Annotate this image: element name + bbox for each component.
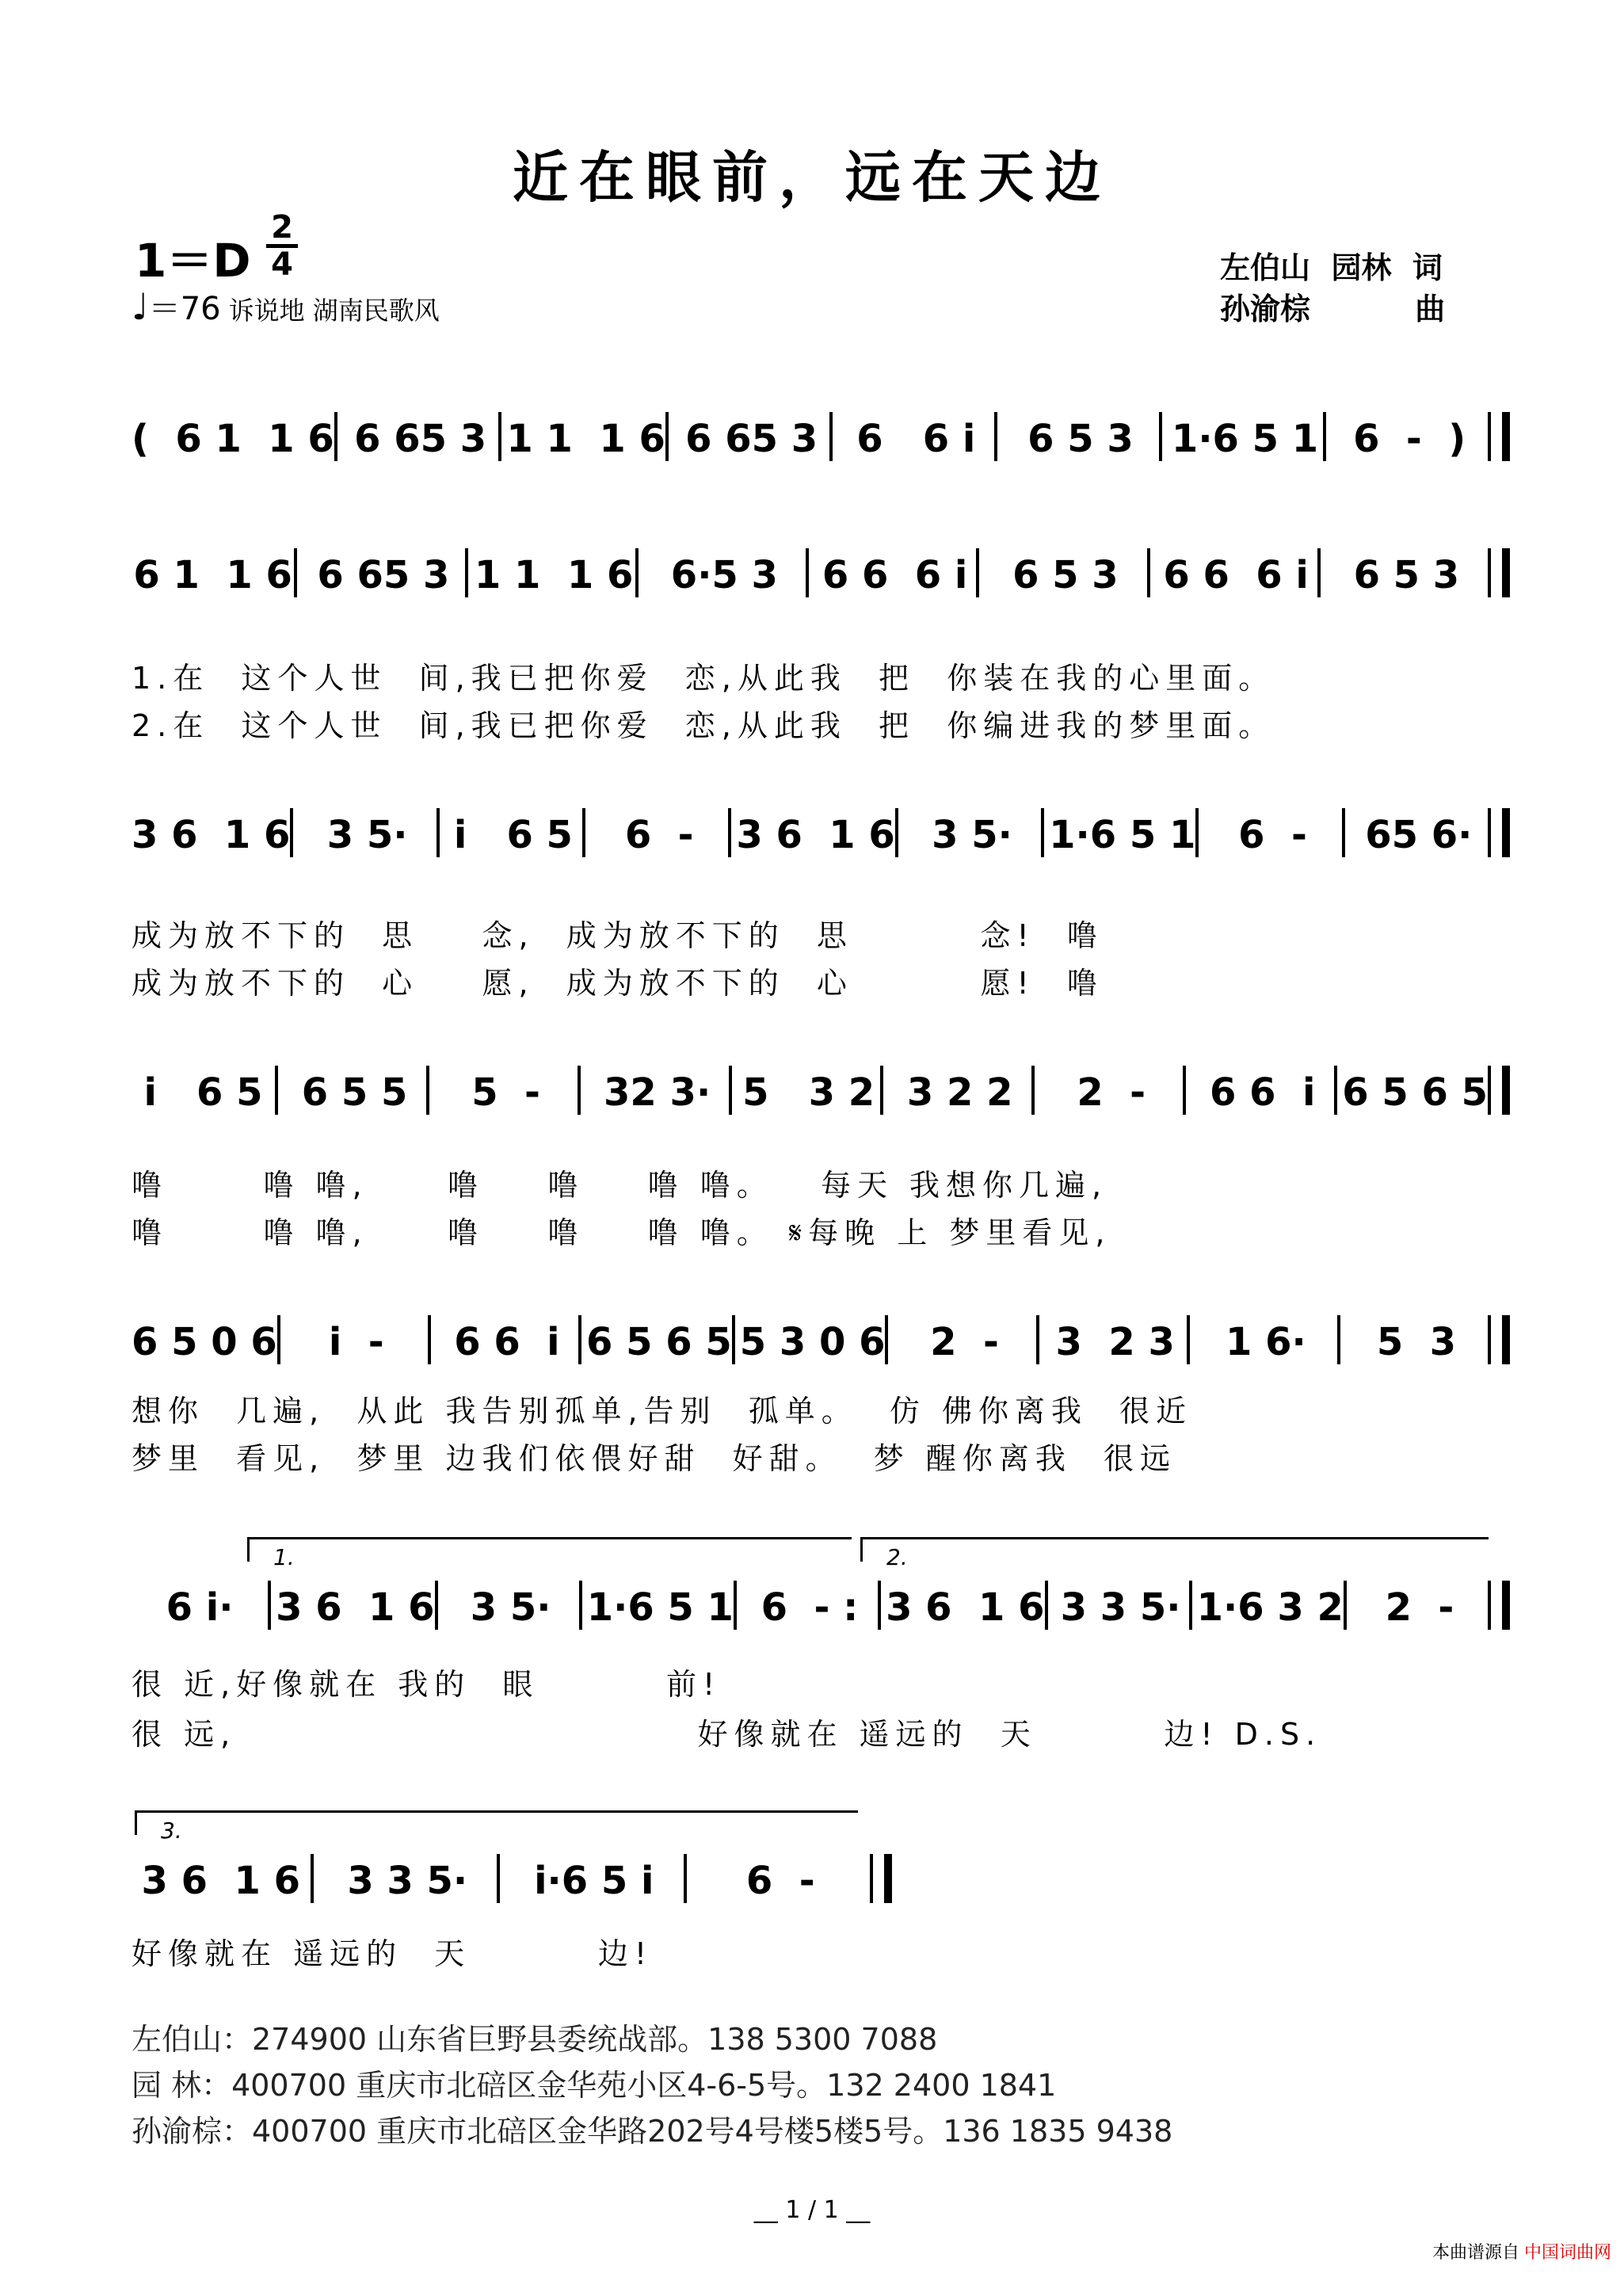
barline	[1488, 1315, 1510, 1364]
score-line-6	[132, 1854, 892, 1903]
lyric-row5-v1: 很 近,好像就在 我的 眼 前!	[132, 1667, 722, 1702]
lyric-row4-v2: 梦里 看见, 梦里 边我们依偎好甜 好甜。 梦 醒你离我 很远	[132, 1441, 1177, 1476]
barline	[465, 548, 473, 597]
barline	[829, 412, 837, 461]
key-signature: 1＝D	[135, 234, 251, 288]
barline	[334, 412, 342, 461]
volta-1: 1.	[247, 1537, 852, 1562]
barline	[684, 1854, 692, 1903]
barline	[1488, 1581, 1510, 1630]
barline	[1344, 1581, 1351, 1630]
lyric-row1-v1: 1.在 这个人世 间,我已把你爱 恋,从此我 把 你装在我的心里面。	[132, 661, 1275, 696]
intro-line	[132, 412, 1510, 461]
barline	[729, 1066, 737, 1115]
lyric-row3-v2: 噜 噜 噜, 噜 噜 噜 噜。 𝄋每晚 上 梦里看见,	[132, 1215, 1111, 1250]
score-line-4	[132, 1315, 1510, 1364]
measure: 1·6 3 2	[1196, 1585, 1344, 1630]
score-line-2	[132, 808, 1510, 857]
barline	[1323, 412, 1331, 461]
measure: 6 6 6 i	[822, 553, 968, 597]
volta-3: 3.	[135, 1810, 858, 1835]
measure: i 6 5	[453, 813, 573, 857]
measure: 32 3·	[604, 1070, 711, 1115]
score-line-3	[132, 1066, 1510, 1115]
measure: 5 -	[471, 1070, 540, 1115]
contact-line: 园 林：400700 重庆市北碚区金华苑小区4-6-5号。132 2400 1841	[132, 2068, 1057, 2103]
contact-info	[132, 2016, 1172, 2154]
lyric-row6: 好像就在 遥远的 天 边!	[132, 1936, 654, 1971]
measure: 3 6 1 6	[141, 1859, 300, 1903]
lyric-row5-v2: 很 远, 好像就在 遥远的 天 边! D.S.	[132, 1717, 1322, 1752]
measure: 3 2 2	[906, 1070, 1013, 1115]
barline	[976, 548, 984, 597]
measure: 5 3 2	[742, 1070, 875, 1115]
barline	[1031, 1066, 1039, 1115]
barline	[1488, 808, 1510, 857]
contact-line: 孙渝棕：400700 重庆市北碚区金华路202号4号楼5楼5号。136 1835 9438	[132, 2114, 1173, 2149]
measure: 3 3 5·	[347, 1859, 468, 1903]
measure: 1·6 5 1	[586, 1585, 734, 1630]
barline	[277, 1315, 285, 1364]
barline	[1147, 548, 1155, 597]
barline	[426, 1066, 434, 1115]
barline	[1317, 548, 1325, 597]
measure: 2 -	[1077, 1070, 1146, 1115]
tempo-value: ＝76	[148, 291, 221, 327]
barline	[1041, 808, 1049, 857]
meter-denominator: 4	[271, 246, 293, 283]
tempo-style: 诉说地 湖南民歌风	[228, 296, 440, 326]
measure: 5 3	[1376, 1320, 1457, 1364]
measure: 3 2 3	[1055, 1320, 1175, 1364]
measure: 6 6 i	[454, 1320, 560, 1364]
measure: 1 1 1 6	[474, 553, 634, 597]
measure: 6 -	[745, 1859, 815, 1903]
song-title: 近在眼前，远在天边	[513, 144, 1111, 210]
barline	[885, 1315, 893, 1364]
barline	[728, 808, 736, 857]
measure: 6 6 i	[1210, 1070, 1316, 1115]
barline	[578, 1315, 586, 1364]
measure: 3 6 1 6	[132, 813, 291, 857]
barline	[436, 808, 444, 857]
measure: 6 65 3	[317, 553, 450, 597]
measure: 6 -	[624, 813, 694, 857]
measure: 3 5·	[326, 813, 408, 857]
measure: 3 6 1 6	[736, 813, 895, 857]
barline	[1334, 1066, 1342, 1115]
measure: 3 5·	[470, 1585, 551, 1630]
barline	[428, 1315, 436, 1364]
barline	[895, 808, 903, 857]
measure: 2 -	[1385, 1585, 1454, 1630]
measure: 6 65 3	[685, 417, 818, 461]
volta-2: 2.	[860, 1537, 1489, 1562]
measure: 6 5 6 5	[586, 1320, 732, 1364]
tempo-marking	[132, 284, 440, 329]
barline	[1045, 1581, 1053, 1630]
barline	[582, 808, 590, 857]
measure: 6 1 1 6	[133, 553, 292, 597]
barline	[878, 1581, 886, 1630]
barline	[311, 1854, 318, 1903]
barline	[732, 1315, 740, 1364]
barline	[1195, 808, 1203, 857]
page-number: __ 1 / 1 __	[753, 2196, 871, 2224]
barline	[290, 808, 298, 857]
measure: 3 6 1 6	[276, 1585, 435, 1630]
measure: 6 65 3	[354, 417, 487, 461]
barline	[498, 412, 506, 461]
measure: 6 6 6 i	[1163, 553, 1309, 597]
barline	[435, 1581, 443, 1630]
measure: 1·6 5 1	[1049, 813, 1196, 857]
measure: 6 5 3	[1027, 417, 1134, 461]
measure: 6 5 6 5	[1342, 1070, 1488, 1115]
lyric-row4-v1: 想你 几遍, 从此 我告别孤单,告别 孤单。 仿 佛你离我 很近	[132, 1394, 1193, 1428]
barline	[870, 1854, 892, 1903]
lyric-row3-v1: 噜 噜 噜, 噜 噜 噜 噜。 每天 我想你几遍,	[132, 1168, 1108, 1203]
score-line-5	[132, 1581, 1510, 1630]
credits	[1220, 247, 1445, 330]
barline	[665, 412, 673, 461]
barline	[578, 1066, 585, 1115]
measure: 5 3 0 6	[739, 1320, 886, 1364]
barline	[275, 1066, 283, 1115]
barline	[1036, 1315, 1044, 1364]
barline	[1189, 1581, 1197, 1630]
measure: ( 6 1 1 6	[132, 417, 334, 461]
measure: 3 5·	[932, 813, 1012, 857]
barline	[1183, 1066, 1191, 1115]
lyric-row2-v2: 成为放不下的 心 愿, 成为放不下的 心 愿! 噜	[132, 966, 1104, 1001]
time-signature	[266, 209, 298, 283]
meter-numerator: 2	[271, 209, 293, 246]
measure: 6 - )	[1353, 417, 1466, 461]
lyric-row1-v2: 2.在 这个人世 间,我已把你爱 恋,从此我 把 你编进我的梦里面。	[132, 708, 1275, 743]
measure: 6 - :	[761, 1585, 859, 1630]
barline	[806, 548, 814, 597]
measure: 3 3 5·	[1060, 1585, 1181, 1630]
measure: i·6 5 i	[534, 1859, 654, 1903]
barline	[635, 548, 643, 597]
measure: 6 6 i	[856, 417, 976, 461]
barline	[734, 1581, 741, 1630]
measure: 2 -	[930, 1320, 999, 1364]
barline	[1187, 1315, 1195, 1364]
barline	[994, 412, 1002, 461]
lyricist-credit: 左伯山 园林 词	[1220, 250, 1443, 285]
barline	[1488, 412, 1510, 461]
barline	[1488, 548, 1510, 597]
barline	[497, 1854, 505, 1903]
measure: 1 6·	[1225, 1320, 1306, 1364]
measure: 3 6 1 6	[886, 1585, 1045, 1630]
measure: 1 1 1 6	[506, 417, 665, 461]
measure: 6 5 3	[1353, 553, 1460, 597]
measure: 1·6 5 1	[1171, 417, 1319, 461]
measure: i 6 5	[143, 1070, 263, 1115]
barline	[880, 1066, 888, 1115]
barline	[294, 548, 302, 597]
contact-line: 左伯山：274900 山东省巨野县委统战部。138 5300 7088	[132, 2022, 938, 2057]
score-line-1	[132, 548, 1510, 597]
measure: 6 5 5	[301, 1070, 408, 1115]
quarter-note-icon: ♩	[132, 285, 149, 328]
measure: 6·5 3	[670, 553, 778, 597]
measure: 6 5 3	[1012, 553, 1119, 597]
measure: i -	[328, 1320, 384, 1364]
measure: 6 i·	[166, 1585, 234, 1630]
barline	[1342, 808, 1350, 857]
barline	[1337, 1315, 1345, 1364]
source-watermark[interactable]: 本曲谱源自 中国词曲网	[1431, 2243, 1611, 2263]
barline	[268, 1581, 276, 1630]
barline	[1488, 1066, 1510, 1115]
measure: 6 -	[1238, 813, 1307, 857]
barline	[1159, 412, 1167, 461]
lyric-row2-v1: 成为放不下的 思 念, 成为放不下的 思 念! 噜	[132, 918, 1104, 953]
barline	[579, 1581, 587, 1630]
composer-credit: 孙渝棕 曲	[1220, 292, 1446, 326]
measure: 6 5 0 6	[132, 1320, 277, 1364]
measure: 65 6·	[1365, 813, 1473, 857]
